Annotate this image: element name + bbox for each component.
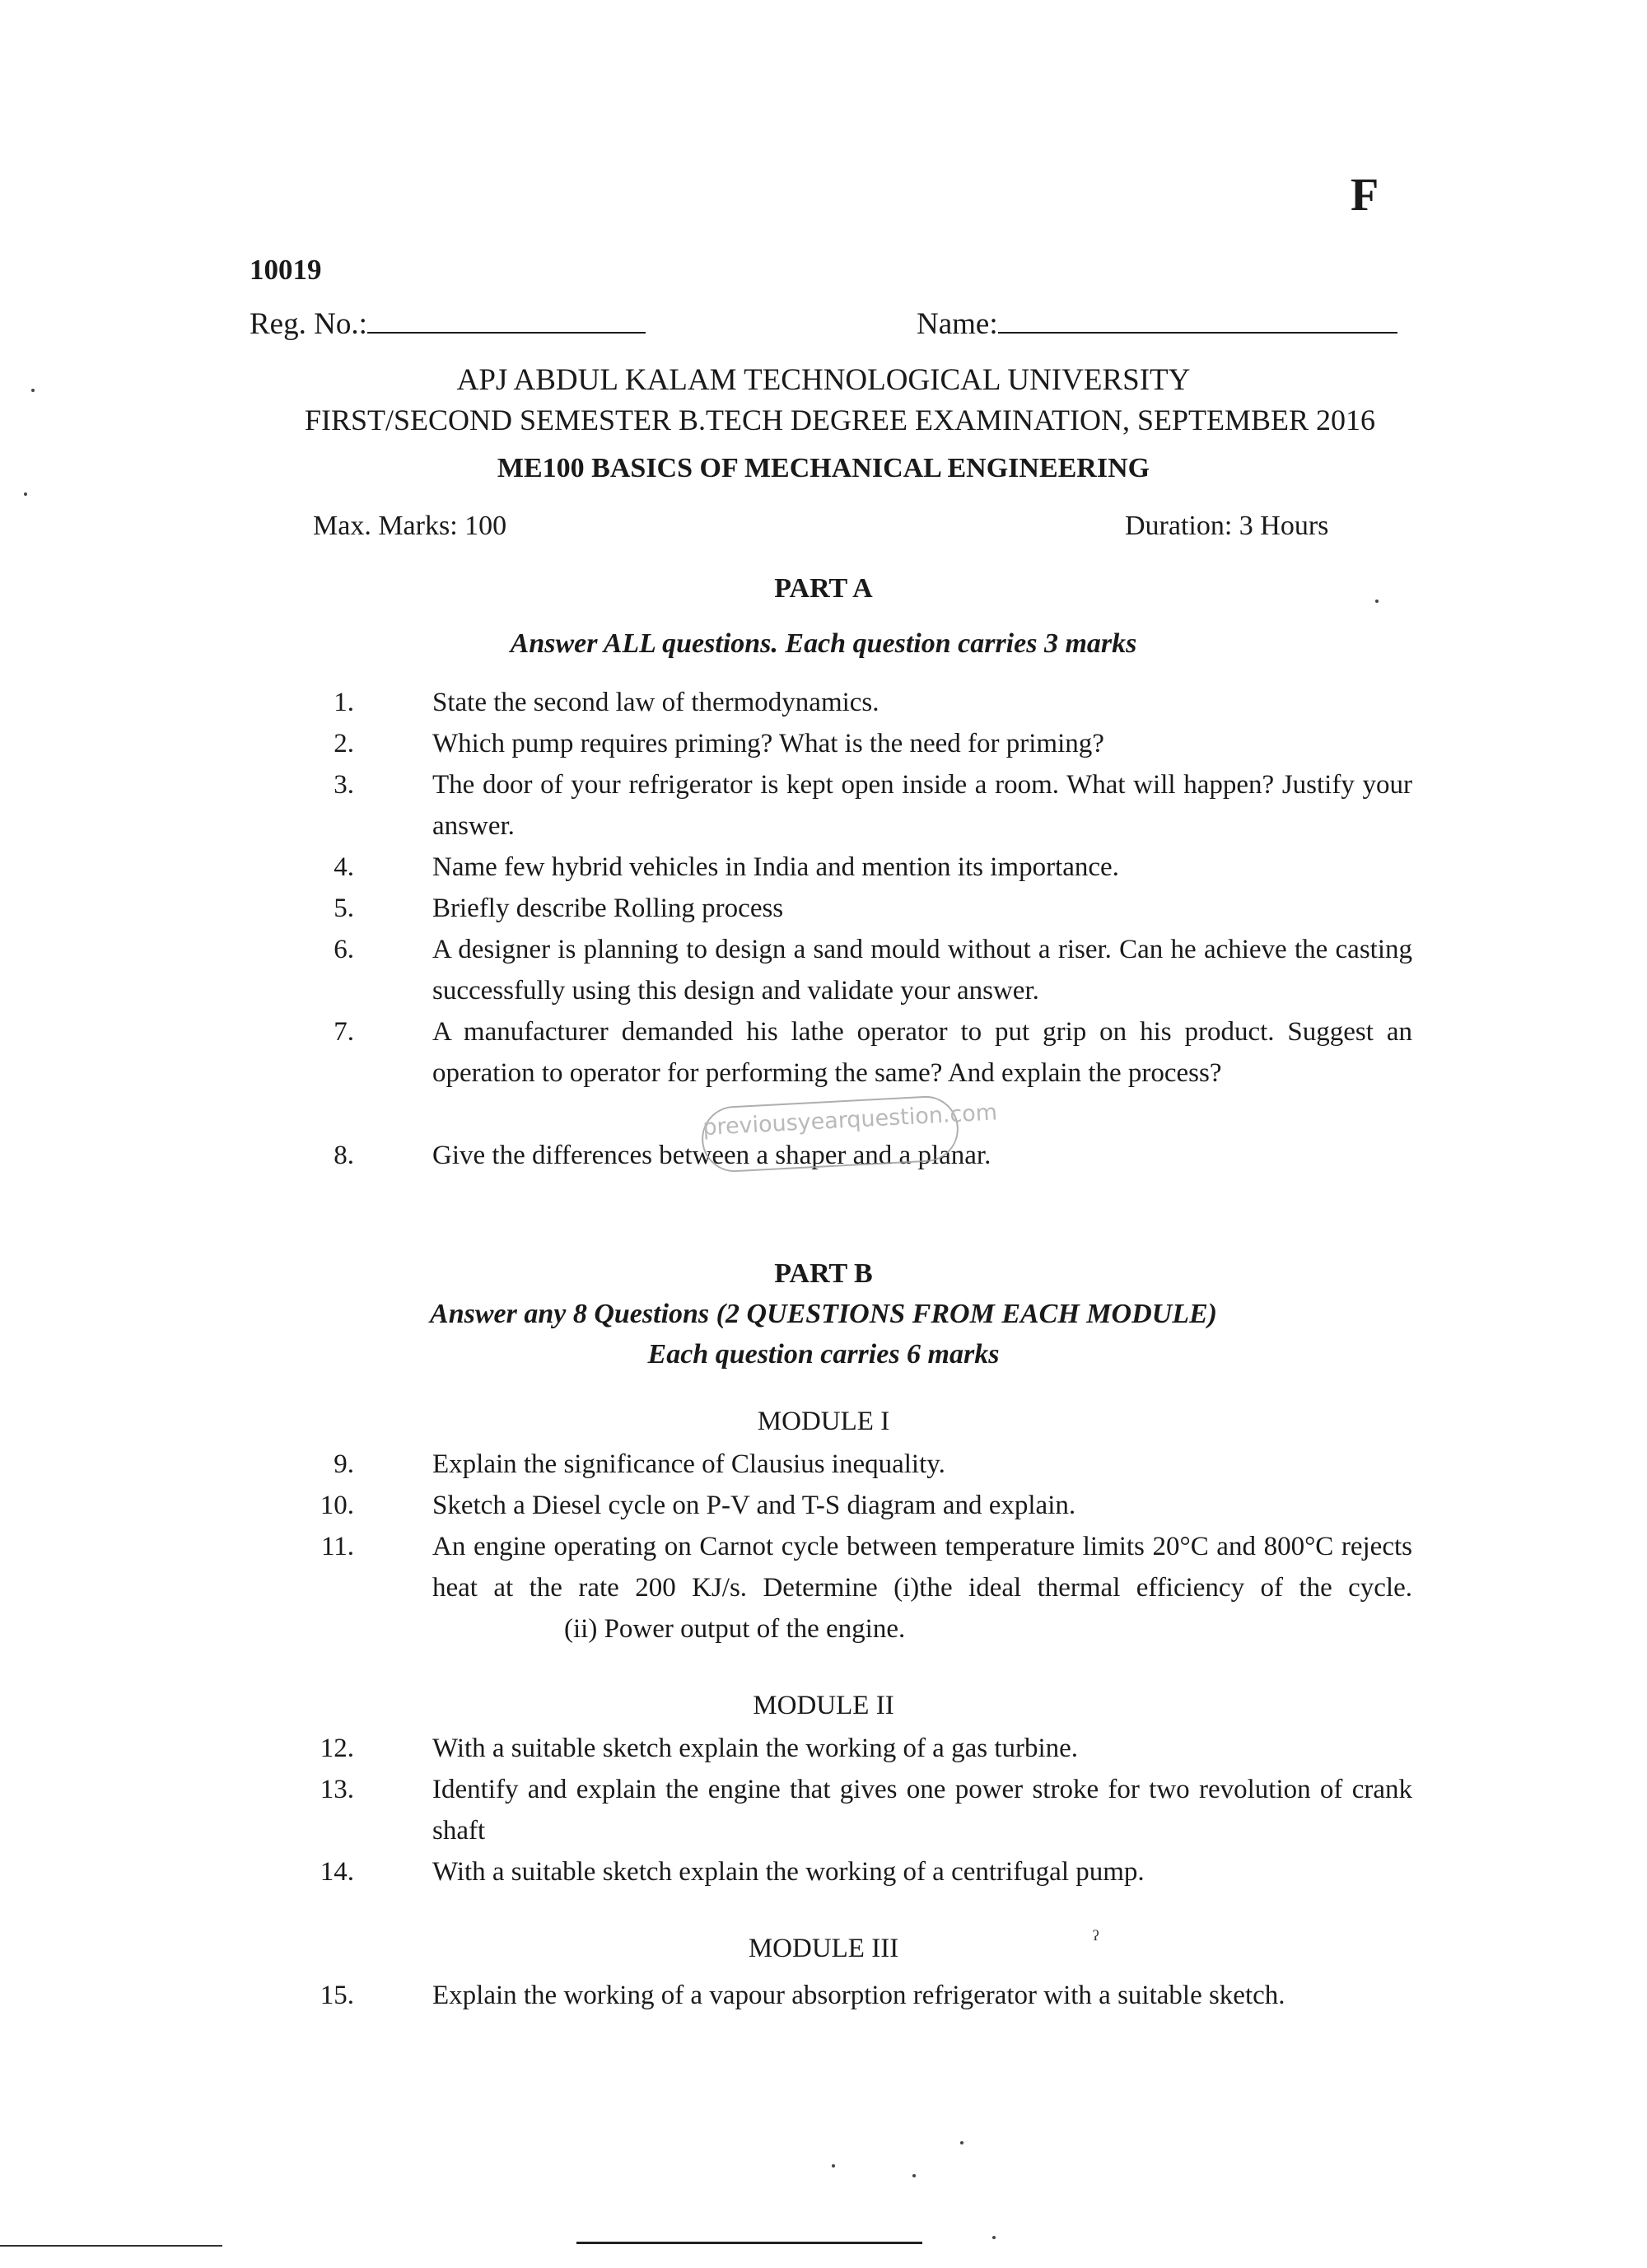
watermark-stamp: previousyearquestion.com	[700, 1094, 960, 1174]
bottom-rule-center	[576, 2242, 922, 2244]
name-field	[917, 306, 1397, 342]
question-10: 10. Sketch a Diesel cycle on P-V and T-S diagram and explain.	[320, 1491, 1076, 1520]
part-a-instruction: Answer ALL questions. Each question carries 3 marks	[510, 628, 1137, 659]
part-b-instruction-2: Each question carries 6 marks	[647, 1339, 1000, 1370]
reg-no-label: Reg. No.:	[250, 307, 367, 341]
part-b-title: PART B	[774, 1258, 873, 1289]
paper-code: 10019	[250, 254, 322, 286]
question-12: 12. With a suitable sketch explain the working of a gas turbine.	[320, 1734, 1079, 1763]
module-3-title: MODULE III	[748, 1934, 899, 1963]
scan-speck	[1375, 600, 1379, 603]
name-blank	[998, 307, 1397, 334]
bottom-rule-left	[0, 2245, 222, 2247]
module-1-title: MODULE I	[757, 1407, 890, 1436]
scan-speck	[992, 2236, 996, 2239]
scan-speck	[912, 2174, 916, 2177]
scan-speck	[832, 2164, 835, 2168]
question-13: 13. Identify and explain the engine that gives one power stroke for two revolution of crank shaft	[320, 1775, 1412, 1846]
part-b-instruction-1: Answer any 8 Questions (2 QUESTIONS FROM EACH MODULE)	[430, 1299, 1217, 1329]
question-9: 9. Explain the significance of Clausius inequality.	[334, 1449, 945, 1479]
reg-no-field	[250, 306, 646, 342]
question-8: 8. Give the differences between a shaper and a planar.	[334, 1141, 991, 1170]
question-5: 5. Briefly describe Rolling process	[334, 894, 784, 923]
question-4: 4. Name few hybrid vehicles in India and mention its importance.	[334, 852, 1119, 882]
scan-speck	[960, 2141, 963, 2144]
question-6: 6. A designer is planning to design a sand mould without a riser. Can he achieve the casting successfully using this design and validate your answer.	[334, 935, 1412, 1006]
exam-title: FIRST/SECOND SEMESTER B.TECH DEGREE EXAMINATION, SEPTEMBER 2016	[304, 404, 1376, 436]
question-1: 1. State the second law of thermodynamics.	[334, 688, 879, 717]
tick-mark: ˀ	[1093, 1925, 1099, 1953]
name-label: Name:	[917, 307, 998, 341]
question-14: 14. With a suitable sketch explain the working of a centrifugal pump.	[320, 1857, 1145, 1887]
university-name: APJ ABDUL KALAM TECHNOLOGICAL UNIVERSITY	[456, 363, 1191, 397]
question-15: 15. Explain the working of a vapour absorption refrigerator with a suitable sketch.	[320, 1981, 1285, 2010]
set-code: F	[1351, 170, 1379, 221]
course-title: ME100 BASICS OF MECHANICAL ENGINEERING	[497, 453, 1150, 483]
question-7: 7. A manufacturer demanded his lathe operator to put grip on his product. Suggest an operation to operator for performing the same? And explain the process?	[334, 1017, 1412, 1088]
module-2-title: MODULE II	[753, 1691, 894, 1720]
question-2: 2. Which pump requires priming? What is the need for priming?	[334, 729, 1104, 758]
reg-no-blank	[367, 307, 646, 334]
question-11: 11. An engine operating on Carnot cycle between temperature limits 20°C and 800°C rejects heat at the rate 200 KJ/s. Determine (i)the ideal thermal efficiency of the cycle.(ii) Power output of the engine.	[320, 1532, 1412, 1644]
part-a-title: PART A	[774, 573, 873, 604]
max-marks: Max. Marks: 100	[313, 511, 507, 541]
scan-speck	[31, 389, 35, 392]
scan-speck	[24, 492, 27, 496]
question-3: 3. The door of your refrigerator is kept open inside a room. What will happen? Justify your answer.	[334, 770, 1412, 841]
duration: Duration: 3 Hours	[1125, 511, 1329, 541]
